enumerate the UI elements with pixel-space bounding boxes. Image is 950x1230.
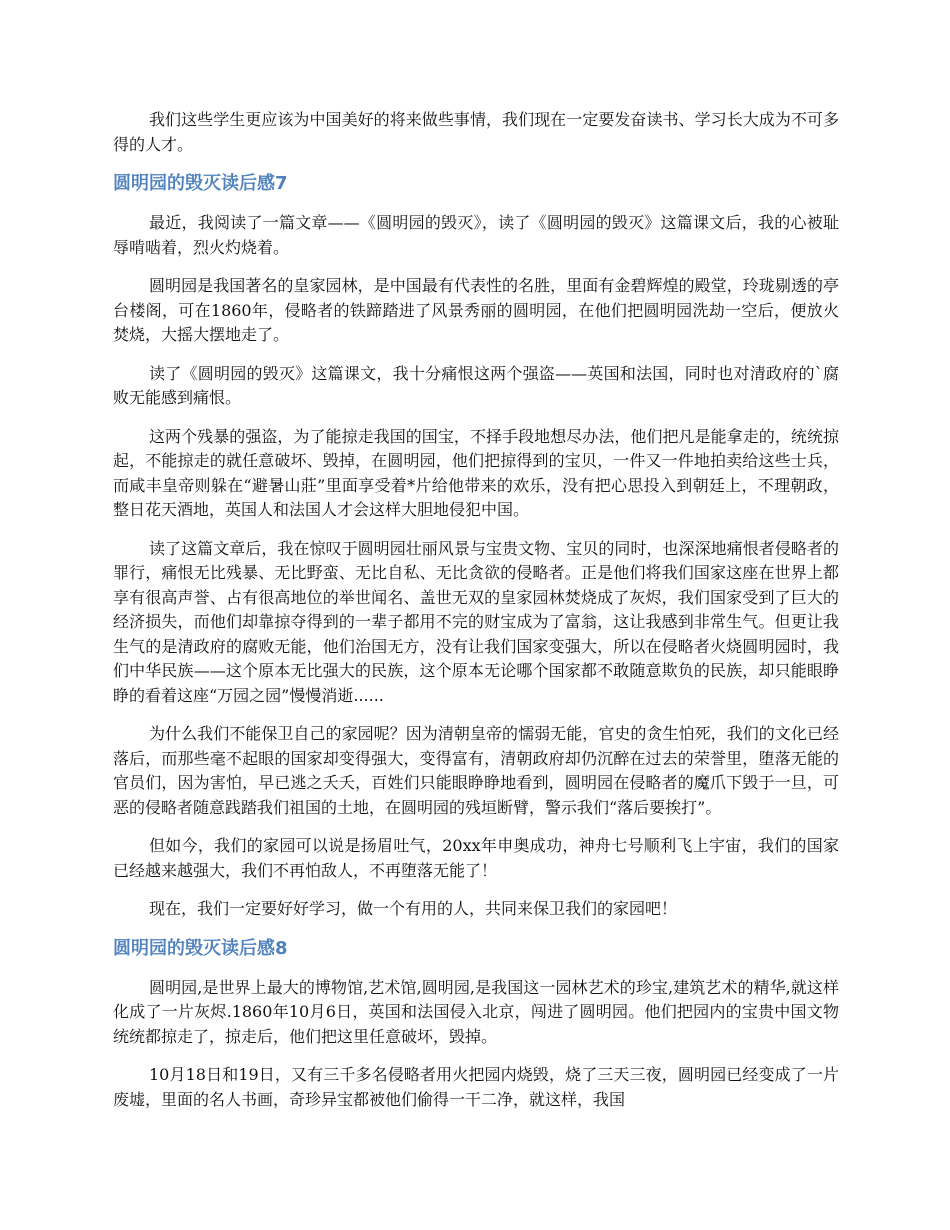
section-7-paragraph-2: 圆明园是我国著名的皇家园林，是中国最有代表性的名胜，里面有金碧辉煌的殿堂，玲珑剔透的亭台楼阁，可在1860年，侵略者的铁蹄踏进了风景秀丽的圆明园，在他们把圆明园洗劫一空后，便放火焚烧，大摇大摆地走了。 [113,276,839,344]
section-7-paragraph-5: 读了这篇文章后，我在惊叹于圆明园壮丽风景与宝贵文物、宝贝的同时，也深深地痛恨者侵略者的罪行，痛恨无比残暴、无比野蛮、无比自私、无比贪欲的侵略者。正是他们将我们国家这座在世界上都享有很高声誉、占有很高地位的举世闻名、盖世无双的皇家园林焚烧成了灰烬，我们国家受到了巨大的经济损失，而他们却靠掠夺得到的一辈子都用不完的财宝成为了富翁，这让我感到非常生气。但更让我生气的是清政府的腐败无能，他们治国无方，没有让我们国家变强大，所以在侵略者火烧圆明园时，我们中华民族——这个原本无比强大的民族，这个原本无论哪个国家都不敢随意欺负的民族，却只能眼睁睁的看着这座“万园之园”慢慢消逝...... [113,538,839,705]
section-7-paragraph-6: 为什么我们不能保卫自己的家园呢？因为清朝皇帝的懦弱无能，官史的贪生怕死，我们的文化已经落后，而那些毫不起眼的国家却变得强大，变得富有，清朝政府却仍沉醉在过去的荣誉里，堕落无能的官员们，因为害怕，早已逃之夭夭，百姓们只能眼睁睁地看到，圆明园在侵略者的魔爪下毁于一旦，可恶的侵略者随意践踏我们祖国的土地，在圆明园的残垣断臂，警示我们“落后要挨打”。 [113,724,839,817]
section-7-paragraph-3: 读了《圆明园的毁灭》这篇课文，我十分痛恨这两个强盗——英国和法国，同时也对清政府的`腐败无能感到痛恨。 [113,363,839,407]
intro-paragraph: 我们这些学生更应该为中国美好的将来做些事情，我们现在一定要发奋读书、学习长大成为不可多得的人才。 [113,110,839,154]
section-8-heading: 圆明园的毁灭读后感8 [113,937,288,959]
section-8-paragraph-1: 圆明园,是世界上最大的博物馆,艺术馆,圆明园,是我国这一园林艺术的珍宝,建筑艺术的精华,就这样化成了一片灰烬.1860年10月6日，英国和法国侵入北京，闯进了圆明园。他们把园内的宝贵中国文物统统都掠走了，掠走后，他们把这里任意破坏，毁掉。 [113,977,839,1046]
section-7-paragraph-4: 这两个残暴的强盗，为了能掠走我国的国宝，不择手段地想尽办法，他们把凡是能拿走的，统统掠起，不能掠走的就任意破坏、毁掉，在圆明园，他们把掠得到的宝贝，一件又一件地拍卖给这些士兵，而咸丰皇帝则躲在“避暑山莊”里面享受着*片给他带来的欢乐，没有把心思投入到朝廷上，不理朝政，整日花天酒地，英国人和法国人才会这样大胆地侵犯中国。 [113,426,839,519]
section-8-paragraph-2: 10月18日和19日，又有三千多名侵略者用火把园内烧毁，烧了三天三夜，圆明园已经变成了一片废墟，里面的名人书画，奇珍异宝都被他们偷得一干二净，就这样，我国 [113,1065,839,1109]
document-page [113,108,839,1126]
section-7-paragraph-1: 最近，我阅读了一篇文章——《圆明园的毁灭》，读了《圆明园的毁灭》这篇课文后，我的心被耻辱啃啮着，烈火灼烧着。 [113,213,839,257]
section-7-paragraph-8: 现在，我们一定要好好学习，做一个有用的人，共同来保卫我们的家园吧！ [149,899,678,918]
section-7-paragraph-7: 但如今，我们的家园可以说是扬眉吐气，20xx年申奥成功，神舟七号顺利飞上宇宙，我们的国家已经越来越强大，我们不再怕敌人，不再堕落无能了！ [113,836,839,880]
section-7-heading: 圆明园的毁灭读后感7 [113,173,288,194]
